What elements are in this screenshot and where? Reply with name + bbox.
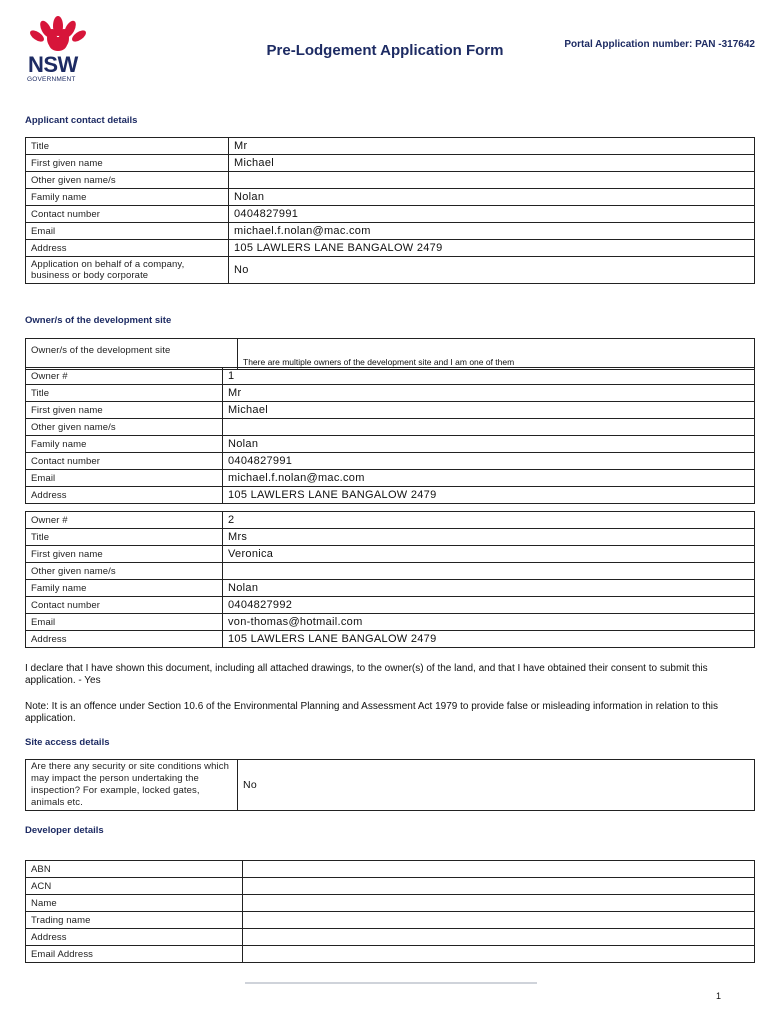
table-row: Owner # 2: [26, 512, 755, 529]
table-row: Other given name/s: [26, 172, 755, 189]
table-row: Family name Nolan: [26, 189, 755, 206]
developer-heading: Developer details: [25, 825, 104, 836]
applicant-first-name-value: Michael: [229, 155, 755, 172]
table-row: Email von-thomas@hotmail.com: [26, 614, 755, 631]
applicant-title-value: Mr: [229, 138, 755, 155]
table-row: First given name Michael: [26, 155, 755, 172]
footer-divider: [245, 982, 537, 984]
table-row: First given name Veronica: [26, 546, 755, 563]
developer-trading-name-value: [243, 912, 755, 929]
table-row: Title Mr: [26, 138, 755, 155]
site-access-heading: Site access details: [25, 737, 110, 748]
form-title: Pre-Lodgement Application Form: [266, 42, 504, 59]
table-row: Other given name/s: [26, 563, 755, 580]
table-row: Address: [26, 929, 755, 946]
applicant-other-names-value: [229, 172, 755, 189]
table-row: Email michael.f.nolan@mac.com: [26, 470, 755, 487]
table-row: ABN: [26, 861, 755, 878]
applicant-family-name-value: Nolan: [229, 189, 755, 206]
owners-heading: Owner/s of the development site: [25, 315, 172, 326]
table-row: Are there any security or site conditions which may impact the person undertaking the inspection? For example, locked gates, animals etc. No: [26, 760, 755, 811]
applicant-heading: Applicant contact details: [25, 115, 138, 126]
table-row: Title Mrs: [26, 529, 755, 546]
owners-summary-value: There are multiple owners of the development site and I am one of them: [238, 339, 755, 370]
logo-subtext: GOVERNMENT: [27, 76, 76, 83]
table-row: Family name Nolan: [26, 580, 755, 597]
table-row: Owner # 1: [26, 368, 755, 385]
table-row: Family name Nolan: [26, 436, 755, 453]
table-row: Title Mr: [26, 385, 755, 402]
table-row: Name: [26, 895, 755, 912]
table-row: Address 105 LAWLERS LANE BANGALOW 2479: [26, 631, 755, 648]
owners-summary-table: [25, 338, 755, 370]
developer-abn-value: [243, 861, 755, 878]
table-row: First given name Michael: [26, 402, 755, 419]
developer-email-value: [243, 946, 755, 963]
table-row: Address 105 LAWLERS LANE BANGALOW 2479: [26, 240, 755, 257]
site-access-table: [25, 759, 755, 811]
site-access-value: No: [238, 760, 755, 811]
applicant-contact-number-value: 0404827991: [229, 206, 755, 223]
table-row: Application on behalf of a company, business or body corporate No: [26, 257, 755, 284]
developer-name-value: [243, 895, 755, 912]
portal-application-number: Portal Application number: PAN -317642: [564, 39, 755, 50]
table-row: Trading name: [26, 912, 755, 929]
owner-2-table: [25, 511, 755, 648]
table-row: Other given name/s: [26, 419, 755, 436]
table-row: Contact number 0404827992: [26, 597, 755, 614]
developer-address-value: [243, 929, 755, 946]
page-number: 1: [716, 991, 722, 1001]
developer-acn-value: [243, 878, 755, 895]
table-row: Owner/s of the development site There are multiple owners of the development site and I am one of them: [26, 339, 755, 370]
logo-text: NSW: [28, 52, 78, 77]
declaration-text: I declare that I have shown this document, including all attached drawings, to the owner(s) of the land, and that I have obtained their consent to submit this application. - Yes: [25, 663, 708, 686]
table-row: Contact number 0404827991: [26, 206, 755, 223]
applicant-table: [25, 137, 755, 284]
table-row: Address 105 LAWLERS LANE BANGALOW 2479: [26, 487, 755, 504]
applicant-email-value: michael.f.nolan@mac.com: [229, 223, 755, 240]
developer-table: [25, 860, 755, 963]
table-row: Email michael.f.nolan@mac.com: [26, 223, 755, 240]
owner-1-table: [25, 367, 755, 504]
table-row: Email Address: [26, 946, 755, 963]
note-text: Note: It is an offence under Section 10.6 of the Environmental Planning and Assessment Act 1979 to provide false or misleading information in relation to this application.: [25, 701, 719, 724]
applicant-address-value: 105 LAWLERS LANE BANGALOW 2479: [229, 240, 755, 257]
table-row: Contact number 0404827991: [26, 453, 755, 470]
applicant-on-behalf-value: No: [229, 257, 755, 284]
table-row: ACN: [26, 878, 755, 895]
